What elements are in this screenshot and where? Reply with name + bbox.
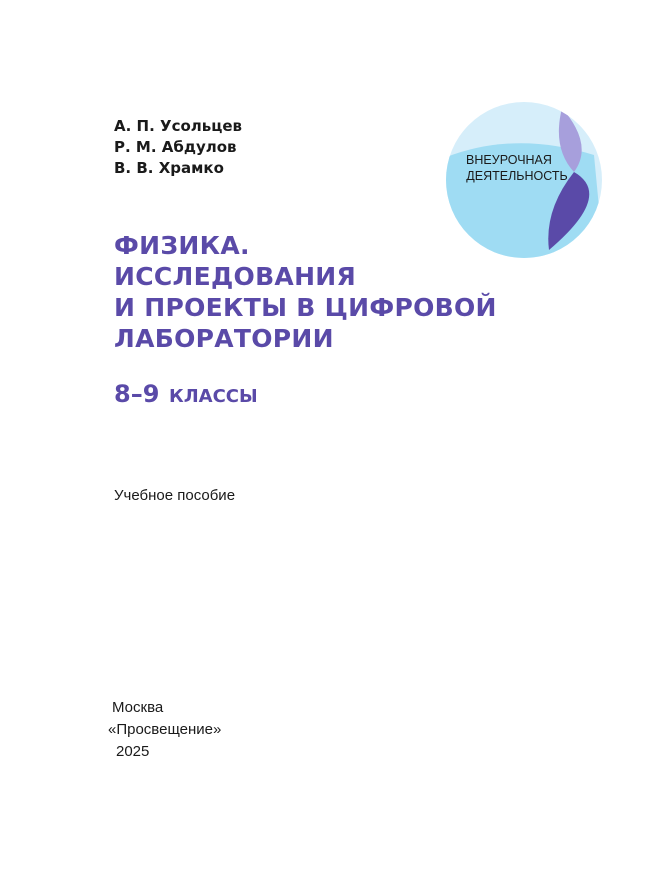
grade-range [114,380,258,408]
badge-label-line2: ДЕЯТЕЛЬНОСТЬ [466,169,568,183]
imprint-publisher: «Просвещение» [108,721,222,738]
title-line-4: ЛАБОРАТОРИИ [114,324,334,353]
imprint-year: 2025 [116,743,150,760]
title-line-1: ФИЗИКА. [114,231,250,260]
author-3: В. В. Храмко [114,159,224,177]
grade-number: 8–9 [114,380,160,408]
imprint-block [108,697,221,763]
authors-block [114,116,242,179]
book-title [114,230,497,354]
title-line-3: И ПРОЕКТЫ В ЦИФРОВОЙ [114,293,497,322]
grade-word: КЛАССЫ [168,386,258,407]
author-1: А. П. Усольцев [114,117,243,135]
imprint-city: Москва [112,699,164,716]
book-subtitle: Учебное пособие [114,487,236,504]
badge-label-line1: ВНЕУРОЧНАЯ [466,153,552,167]
title-line-2: ИССЛЕДОВАНИЯ [114,262,357,291]
author-2: Р. М. Абдулов [114,138,237,156]
